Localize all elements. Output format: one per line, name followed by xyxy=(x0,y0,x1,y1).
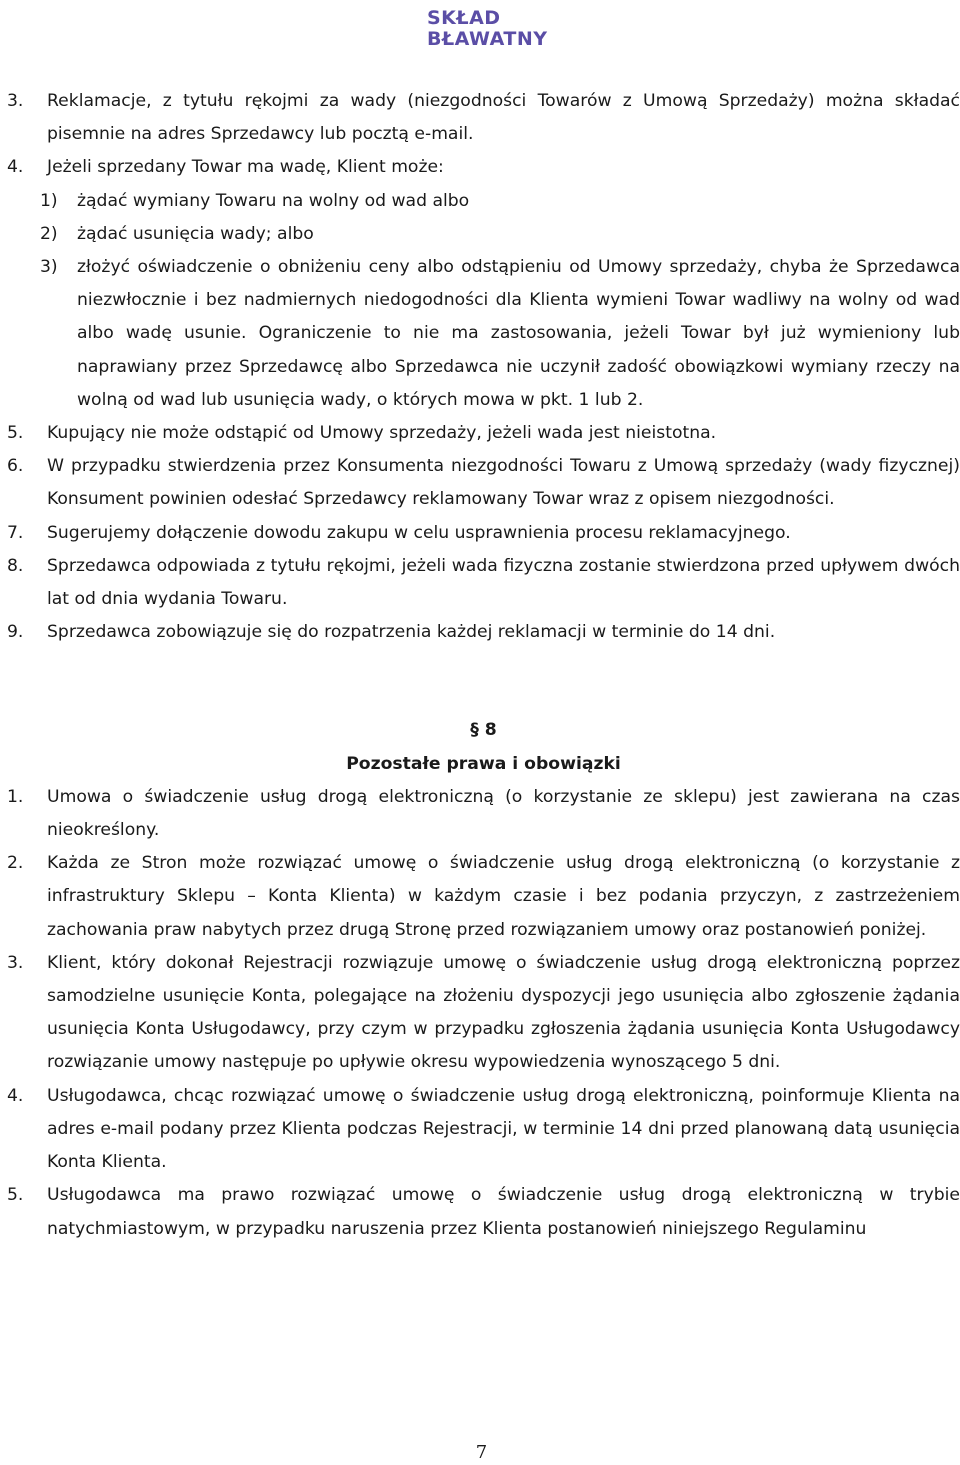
item-text: W przypadku stwierdzenia przez Konsumenta niezgodności Towaru z Umową sprzedaży (wady fizycznej) Konsument powinien odesłać Sprzedawcy reklamowany Towar wraz z opisem niezgodności. xyxy=(47,456,960,510)
logo-line-2: BŁAWATNY xyxy=(427,28,548,50)
item-text: Usługodawca, chcąc rozwiązać umowę o świadczenie usług drogą elektroniczną, poinformuje Klienta na adres e-mail podany przez Klienta podczas Rejestracji, w terminie 14 dni przed planowaną datą usunięcia Konta Klienta. xyxy=(47,1085,960,1173)
sub-item-text: złożyć oświadczenie o obniżeniu ceny albo odstąpieniu od Umowy sprzedaży, chyba że Sprzedawca niezwłocznie i bez nadmiernych niedogodności dla Klienta wymieni Towar wadliwy na wolny od wad albo wadę usunie. Ograniczenie to nie ma zastosowania, jeżeli Towar był już wymieniony lub naprawiany przez Sprzedawcę albo Sprzedawca nie uczynił zadość obowiązkowi wymiany rzeczy na wolną od wad lub usunięcia wady, o których mowa w pkt. 1 lub 2. xyxy=(77,257,960,410)
item-number: 3. xyxy=(7,91,24,111)
item-text: Klient, który dokonał Rejestracji rozwiązuje umowę o świadczenie usług drogą elektroniczną poprzez samodzielne usunięcie Konta, polegające na złożeniu dyspozycji jego usunięcia albo zgłoszenie żądania usunięcia Konta Usługodawcy, przy czym w przypadku zgłoszenia żądania usunięcia Konta Usługodawcy rozwiązanie umowy następuje po upływie okresu wypowiedzenia wynoszącego 5 dni. xyxy=(47,952,960,1073)
item-text: Sugerujemy dołączenie dowodu zakupu w celu usprawnienia procesu reklamacyjnego. xyxy=(47,522,791,543)
item-text: Sprzedawca zobowiązuje się do rozpatrzenia każdej reklamacji w terminie do 14 dni. xyxy=(47,622,776,643)
list-item xyxy=(7,450,960,516)
list-item xyxy=(7,151,960,184)
list-item xyxy=(7,781,960,847)
sub-item-text: żądać wymiany Towaru na wolny od wad albo xyxy=(77,190,470,211)
item-number: 4. xyxy=(7,157,24,178)
list-item xyxy=(7,847,960,947)
item-number: 1. xyxy=(7,786,24,807)
item-number: 9. xyxy=(7,622,24,643)
sub-item-number: 2) xyxy=(40,223,58,244)
logo xyxy=(423,5,548,53)
item-text: Sprzedawca odpowiada z tytułu rękojmi, jeżeli wada fizyczna zostanie stwierdzona przed upływem dwóch lat od dnia wydania Towaru. xyxy=(47,555,960,610)
item-number: 5. xyxy=(7,1185,24,1206)
sub-list-item xyxy=(7,218,960,251)
item-number: 2. xyxy=(7,853,24,874)
page-number: 7 xyxy=(475,1442,488,1463)
section-title: Pozostałe prawa i obowiązki xyxy=(346,753,621,774)
item-text: Każda ze Stron może rozwiązać umowę o świadczenie usług drogą elektroniczną (o korzystanie z infrastruktury Sklepu – Konta Klienta) w każdym czasie i bez podania przyczyn, z zastrzeżeniem zachowania praw nabytych przez drugą Stronę przed rozwiązaniem umowy oraz postanowień poniżej. xyxy=(47,853,960,940)
list-item xyxy=(7,616,960,649)
sub-list-item xyxy=(7,251,960,417)
document-body xyxy=(7,85,960,1246)
item-number: 8. xyxy=(7,555,24,576)
item-number: 4. xyxy=(7,1085,24,1106)
section-number: § 8 xyxy=(470,720,497,741)
sub-item-text: żądać usunięcia wady; albo xyxy=(77,223,314,244)
list-item xyxy=(7,550,960,616)
item-text: Umowa o świadczenie usług drogą elektroniczną (o korzystanie ze sklepu) jest zawierana na czas nieokreślony. xyxy=(47,786,960,841)
item-text: Jeżeli sprzedany Towar ma wadę, Klient może: xyxy=(47,157,444,178)
list-item xyxy=(7,1179,960,1245)
list-item xyxy=(7,1080,960,1180)
sub-item-number: 1) xyxy=(40,190,58,211)
item-text: Reklamacje, z tytułu rękojmi za wady (niezgodności Towarów z Umową Sprzedaży) można składać pisemnie na adres Sprzedawcy lub pocztą e-mail. xyxy=(47,91,960,145)
item-number: 3. xyxy=(7,952,24,973)
logo-wordmark xyxy=(427,8,548,50)
list-item xyxy=(7,417,960,450)
section-spacer xyxy=(7,649,960,714)
sub-item-number: 3) xyxy=(40,257,58,278)
list-item xyxy=(7,85,960,151)
list-item xyxy=(7,947,960,1080)
item-text: Kupujący nie może odstąpić od Umowy sprzedaży, jeżeli wada jest nieistotna. xyxy=(47,423,717,444)
item-number: 7. xyxy=(7,522,24,543)
logo-line-1: SKŁAD xyxy=(427,7,501,29)
item-text: Usługodawca ma prawo rozwiązać umowę o świadczenie usług drogą elektroniczną w trybie natychmiastowym, w przypadku naruszenia przez Klienta postanowień niniejszego Regulaminu xyxy=(47,1185,960,1239)
list-item xyxy=(7,517,960,550)
item-number: 6. xyxy=(7,456,24,477)
item-number: 5. xyxy=(7,423,24,444)
sub-list-item xyxy=(7,185,960,218)
